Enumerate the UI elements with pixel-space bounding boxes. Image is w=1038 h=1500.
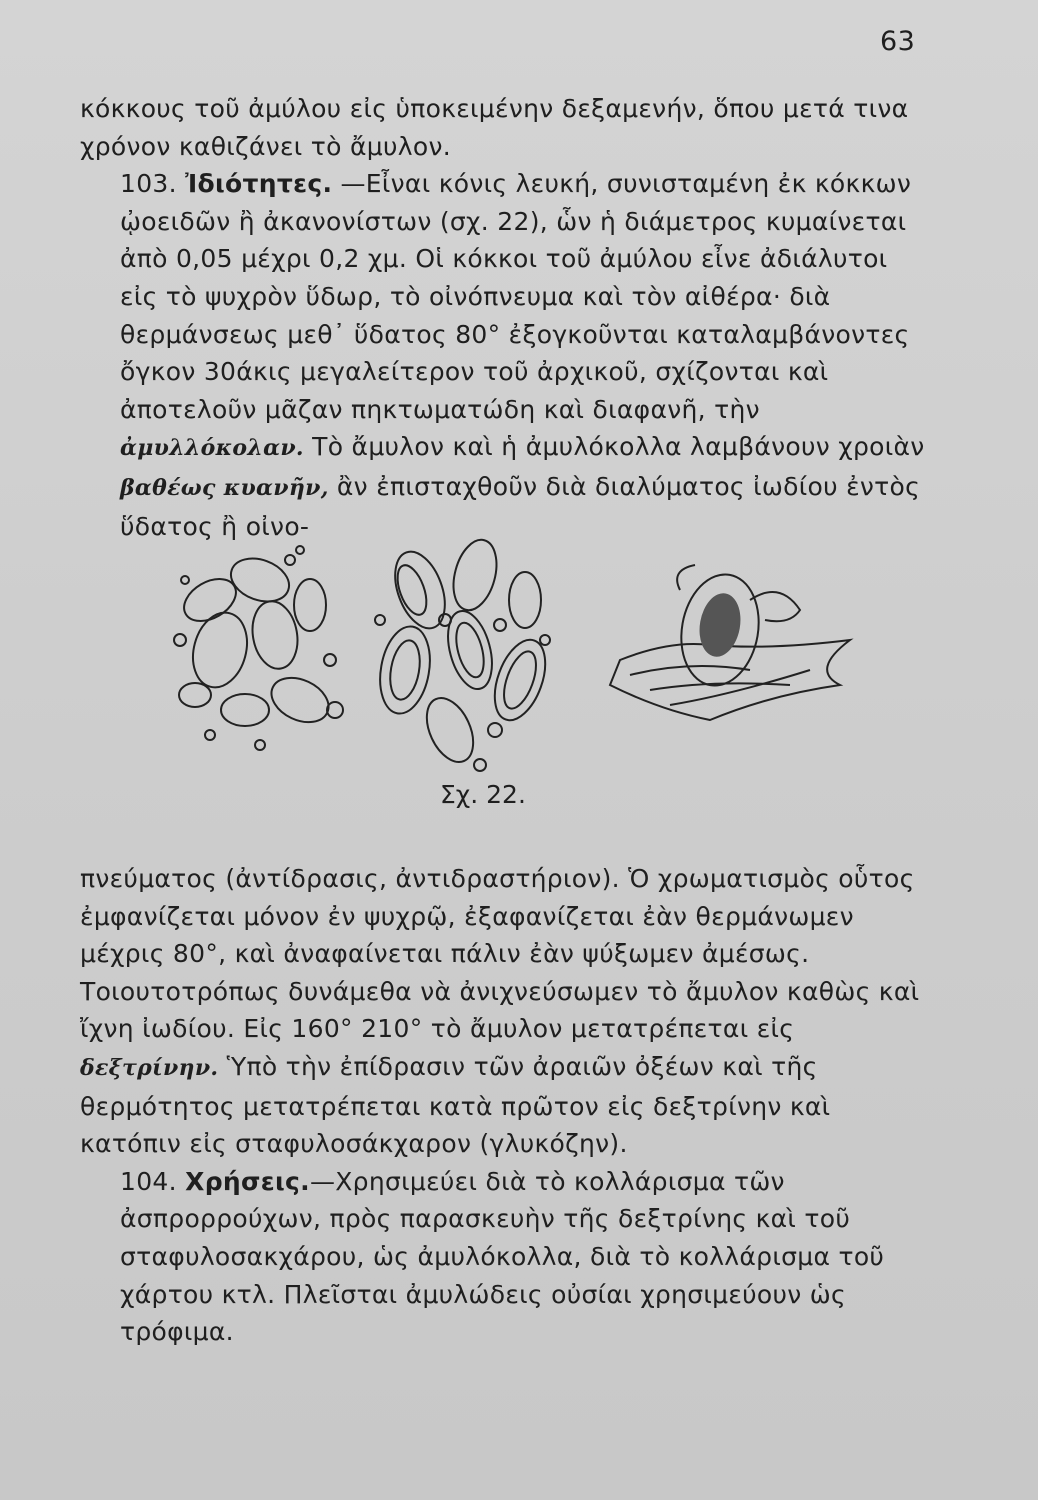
granule-section-right bbox=[610, 565, 850, 720]
starch-granules-illustration bbox=[150, 520, 870, 780]
top-text-block bbox=[80, 90, 928, 545]
section-104-body: —Χρησιμεύει διὰ τὸ κολλάρισμα τῶν ἀσπρορρούχων, πρὸς παρασκευὴν τῆς δεξτρίνης καὶ τοῦ σταφυλοσακχάρου, ὡς ἀμυλόκολλα, διὰ τὸ κολλάρισμα τοῦ χάρτου κτλ. Πλεῖσται ἀμυλώδεις οὐσίαι χρησιμεύουν ὡς τρόφιμα. bbox=[120, 1166, 885, 1347]
page-number: 63 bbox=[880, 26, 916, 57]
section-103-number: 103. bbox=[120, 169, 177, 199]
term-deep-blue: βαθέως κυανῆν, bbox=[120, 474, 329, 501]
section-103-body-1: —Εἶναι κόνις λευκή, συνισταμένη ἐκ κόκκων ᾠοειδῶν ἢ ἀκανονίστων (σχ. 22), ὧν ἡ διάμετρος κυμαίνεται ἀπὸ 0,05 μέχρι 0,2 χμ. Οἱ κόκκοι τοῦ ἀμύλου εἶνε ἀδιάλυτοι εἰς τὸ ψυχρὸν ὕδωρ, τὸ οἰνόπνευμα καὶ τὸν αἰθέρα· διὰ θερμάνσεως μεθ᾽ ὕδατος 80° ἐξογκοῦνται καταλαμβάνοντες ὄγκον 30άκις μεγαλείτερον τοῦ ἀρχικοῦ, σχίζονται καὶ ἀποτελοῦν μᾶζαν πηκτωματώδη καὶ διαφανῆ, τὴν bbox=[120, 169, 912, 424]
term-dextrin: δεξτρίνην. bbox=[80, 1054, 219, 1081]
reaction-text-2: Ὑπὸ τὴν ἐπίδρασιν τῶν ἀραιῶν ὀξέων καὶ τῆς θερμότητος μετατρέπεται κατὰ πρῶτον εἰς δεξτρίνην καὶ κατόπιν εἰς σταφυλοσάκχαρον (γλυκόζην). bbox=[80, 1051, 831, 1159]
section-103-body-2: Τὸ ἄμυλον καὶ ἡ ἀμυλόκολλα λαμβάνουν χροιὰν bbox=[303, 432, 925, 462]
section-103-body-3: ἂν ἐπισταχθοῦν διὰ διαλύματος ἰωδίου ἐντὸς ὕδατος ἢ οἰνο- bbox=[120, 471, 921, 541]
section-104-title: Χρήσεις. bbox=[185, 1166, 310, 1196]
figure-caption: Σχ. 22. bbox=[440, 780, 526, 809]
section-104-number: 104. bbox=[120, 1166, 177, 1196]
term-amylokolla: ἀμυλλόκολαν. bbox=[120, 435, 304, 462]
section-103-title: Ἰδιότητες. bbox=[185, 169, 333, 199]
bottom-text-block bbox=[80, 860, 928, 1351]
section-103-paragraph bbox=[80, 165, 928, 545]
section-104-paragraph bbox=[80, 1163, 928, 1351]
reaction-text-1: πνεύματος (ἀντίδρασις, ἀντιδραστήριον). Ὁ χρωματισμὸς οὗτος ἐμφανίζεται μόνον ἐν ψυχρῷ, ἐξαφανίζεται ἐὰν θερμάνωμεν μέχρις 80°, καὶ ἀναφαίνεται πάλιν ἐὰν ψύξωμεν ἀμέσως. Τοιουτοτρόπως δυνάμεθα νὰ ἀνιχνεύσωμεν τὸ ἄμυλον καθὼς καὶ ἴχνη ἰωδίου. Εἰς 160° 210° τὸ ἄμυλον μετατρέπεται εἰς bbox=[80, 864, 920, 1044]
intro-text: κόκκους τοῦ ἀμύλου εἰς ὑποκειμένην δεξαμενήν, ὅπου μετά τινα χρόνον καθιζάνει τὸ ἄμυλον. bbox=[80, 94, 909, 161]
granule-cluster-left bbox=[174, 546, 343, 750]
intro-paragraph bbox=[80, 90, 928, 165]
granule-cluster-middle bbox=[374, 535, 555, 771]
reaction-paragraph bbox=[80, 860, 928, 1163]
